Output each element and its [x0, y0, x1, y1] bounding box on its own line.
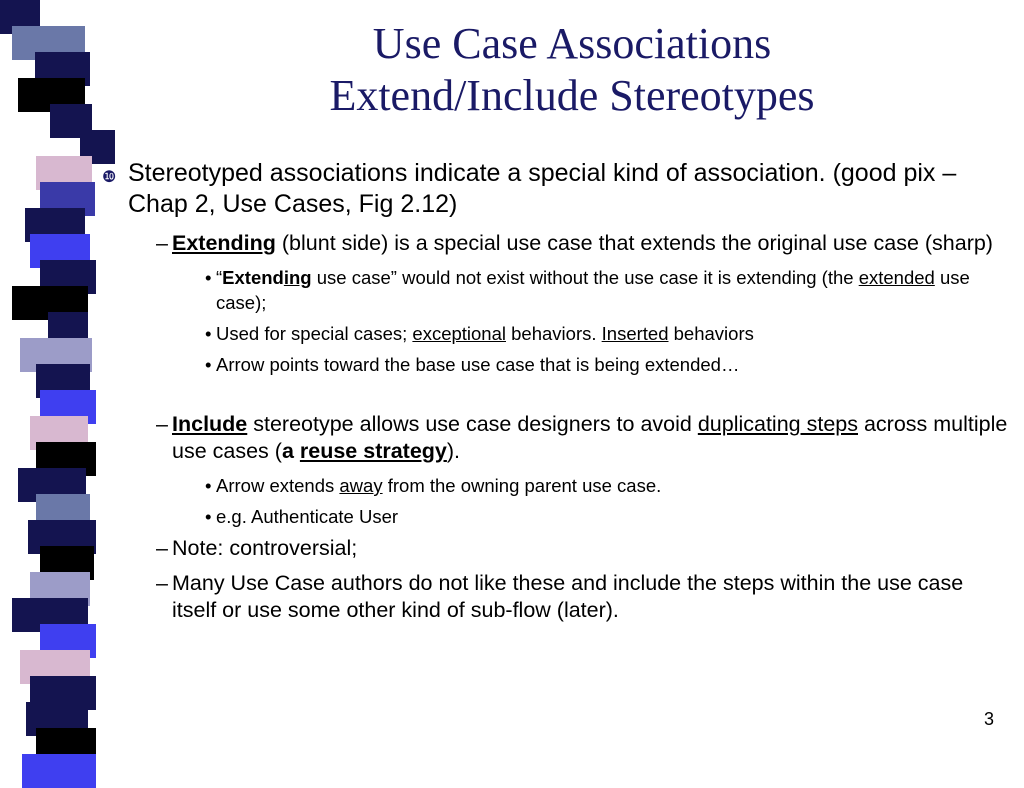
- slide-body: [100, 158, 1010, 632]
- main-bullet: [100, 158, 1010, 220]
- slide-title: [150, 18, 994, 122]
- note-point: – Note: controversial;: [156, 536, 358, 560]
- title-line-1: Use Case Associations: [372, 19, 772, 68]
- include-term: Include: [172, 412, 248, 436]
- main-bullet-text: Stereotyped associations indicate a special kind of association. (good pix – Chap 2, Use Cases, Fig 2.12): [128, 159, 957, 218]
- extending-text: (blunt side) is a special use case that extends the original use case (sharp): [275, 231, 993, 255]
- decorative-side-stripe: [0, 0, 116, 768]
- title-line-2: Extend/Include Stereotypes: [329, 71, 815, 120]
- include-point: – Include stereotype allows use case designers to avoid duplicating steps across multiple use cases (a reuse strategy).: [156, 412, 1008, 463]
- extending-sub-3: • Arrow points toward the base use case that is being extended…: [205, 354, 740, 375]
- numbered-bullet-icon: ❿: [102, 169, 117, 186]
- include-sub-1: • Arrow extends away from the owning parent use case.: [205, 475, 662, 496]
- page-number: 3: [983, 709, 994, 729]
- extending-sub-2: • Used for special cases; exceptional behaviors. Inserted behaviors: [205, 323, 754, 344]
- many-authors-point: – Many Use Case authors do not like these and include the steps within the use case itself or use some other kind of sub-flow (later).: [156, 571, 964, 622]
- extending-term: Extending: [172, 231, 276, 255]
- include-sub-2: • e.g. Authenticate User: [205, 506, 399, 527]
- extending-point: – Extending (blunt side) is a special use case that extends the original use case (sharp): [156, 231, 993, 255]
- stripe-block: [22, 754, 96, 788]
- extending-sub-1: • “Extending use case” would not exist without the use case it is extending (the extended use case);: [205, 267, 970, 313]
